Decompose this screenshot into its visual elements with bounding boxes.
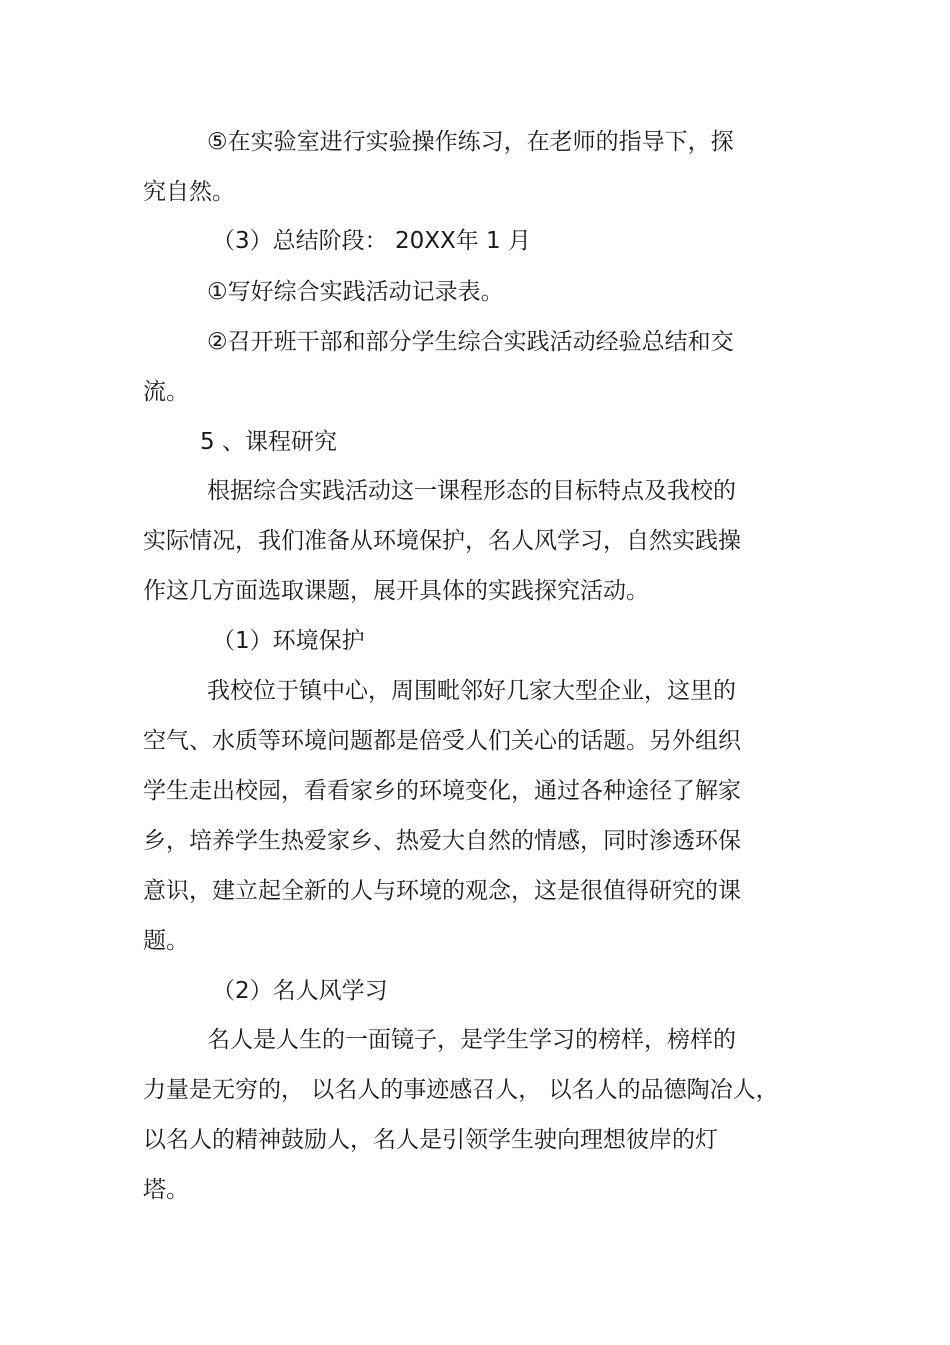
text-line: 意识，建立起全新的人与环境的观念，这是很值得研究的课 [143,878,741,904]
section-heading: （3）总结阶段： 20XX年 1 月 [212,228,531,254]
section-heading: 5 、课程研究 [200,429,337,455]
section-heading: （2）名人风学习 [212,978,388,1004]
text-line: 塔。 [143,1177,189,1203]
text-line: 以名人的精神鼓励人，名人是引领学生驶向理想彼岸的灯 [143,1127,718,1153]
text-line: 根据综合实践活动这一课程形态的目标特点及我校的 [207,478,736,504]
text-line: 题。 [143,928,189,954]
text-line: 实际情况，我们准备从环境保护，名人风学习，自然实践操 [143,528,741,554]
text-line: 空气、水质等环境问题都是倍受人们关心的话题。另外组织 [143,728,741,754]
text-line: 力量是无穷的， 以名人的事迹感召人， 以名人的品德陶冶人， [143,1077,779,1103]
text-line: 究自然。 [143,179,235,205]
text-line: 学生走出校园，看看家乡的环境变化，通过各种途径了解家 [143,778,741,804]
text-line: 名人是人生的一面镜子，是学生学习的榜样，榜样的 [207,1027,736,1053]
text-line: 乡，培养学生热爱家乡、热爱大自然的情感，同时渗透环保 [143,828,741,854]
text-line: 作这几方面选取课题，展开具体的实践探究活动。 [143,578,649,604]
text-line: 我校位于镇中心，周围毗邻好几家大型企业，这里的 [207,678,736,704]
text-line: 流。 [143,379,189,405]
text-line: ②召开班干部和部分学生综合实践活动经验总结和交 [207,329,734,355]
text-line: ①写好综合实践活动记录表。 [207,279,504,305]
text-line: ⑤在实验室进行实验操作练习，在老师的指导下，探 [207,129,734,155]
section-heading: （1）环境保护 [212,628,365,654]
